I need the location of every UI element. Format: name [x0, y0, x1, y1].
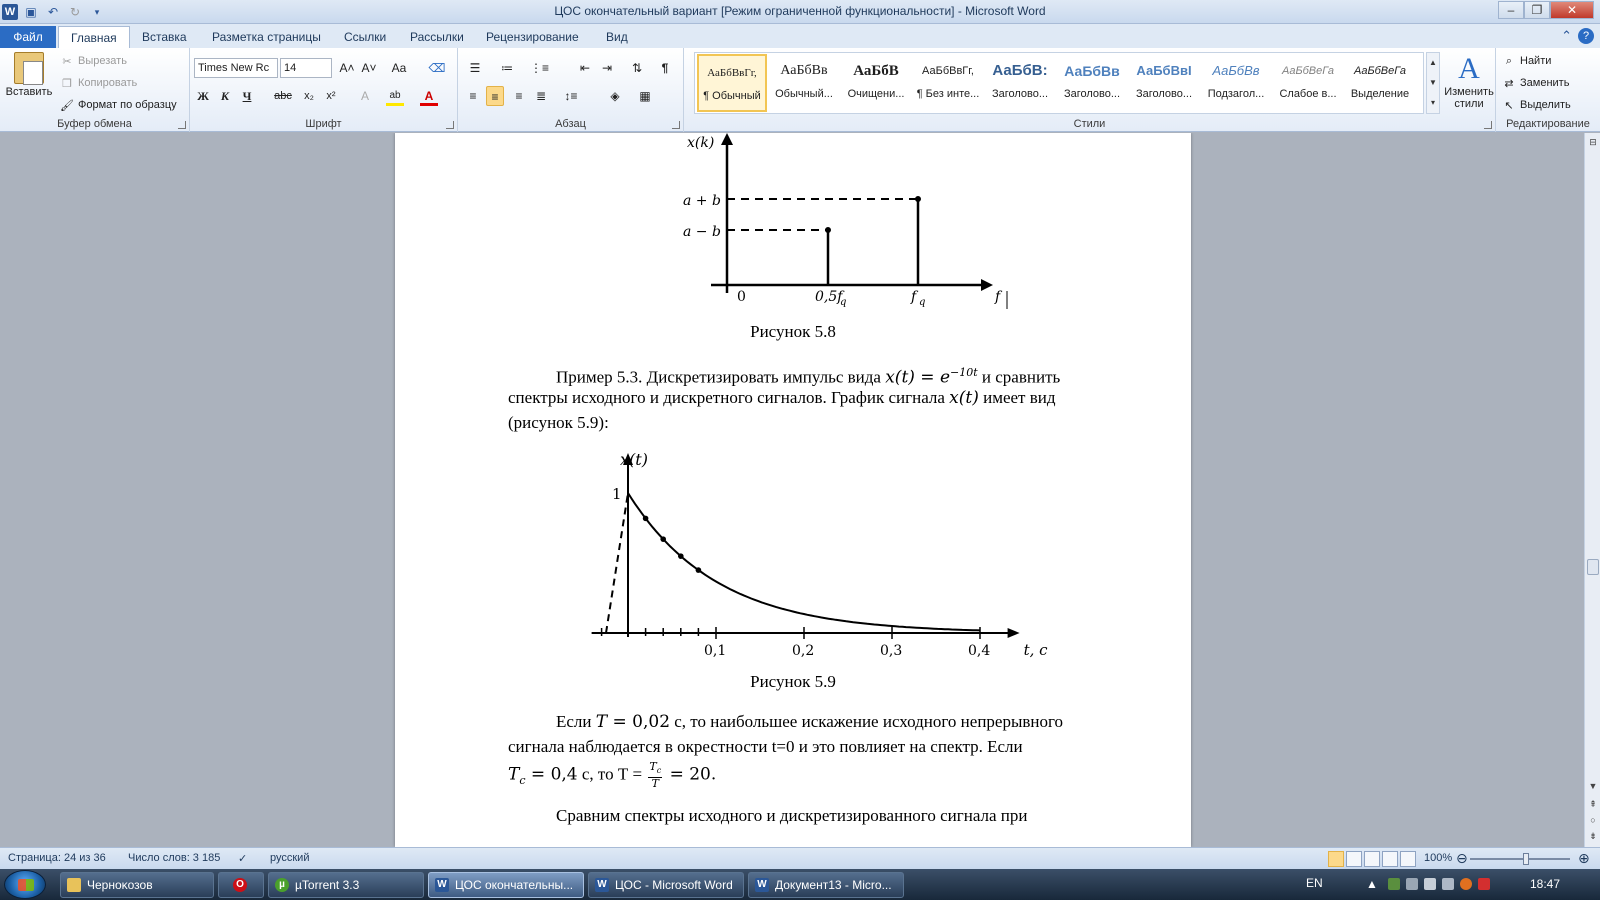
find-label: Найти — [1520, 55, 1552, 67]
clear-format-icon[interactable]: ⌫ — [428, 61, 446, 75]
window-controls — [1498, 1, 1594, 19]
align-center-icon[interactable]: ≡ — [486, 86, 504, 106]
fig58-tick-a-plus-b: a + b — [683, 193, 721, 209]
fig59-sample-point-4 — [696, 567, 702, 573]
font-size-select[interactable]: 14 — [280, 58, 332, 78]
paste-label: Вставить — [5, 86, 53, 98]
language[interactable]: русский — [270, 852, 310, 864]
style-clear[interactable] — [841, 54, 911, 112]
fig59-x-arrow — [1008, 628, 1020, 638]
style-subtitle[interactable] — [1201, 54, 1271, 112]
replace-button[interactable] — [1502, 74, 1569, 92]
paragraph-group-label: Абзац — [555, 118, 586, 130]
align-right-icon[interactable]: ≡ — [515, 89, 523, 103]
p2-line-1 — [556, 709, 1063, 735]
figure-5-8-caption: Рисунок 5.8 — [750, 322, 836, 341]
word-logo-icon[interactable]: W — [2, 4, 18, 20]
fig58-tick-0: 0 — [737, 289, 746, 305]
fig59-y-label: x(t) — [620, 450, 648, 469]
fig58-point-fq — [916, 197, 921, 202]
fig59-dashed-rise — [606, 493, 628, 633]
align-left-icon[interactable]: ≡ — [469, 89, 477, 103]
example-line-3: (рисунок 5.9): — [508, 413, 609, 432]
change-case-button[interactable]: Aa — [391, 61, 407, 75]
tab-insert[interactable]: Вставка — [142, 30, 187, 44]
find-button[interactable] — [1502, 52, 1551, 70]
scroll-down-icon[interactable]: ▼ — [1588, 781, 1598, 791]
style-emphasis[interactable] — [1345, 54, 1415, 112]
style-preview: АаБбВв — [1212, 63, 1260, 78]
redo-icon[interactable]: ↻ — [69, 5, 81, 19]
p2-text-3: с, то Т = — [577, 764, 647, 784]
fig58-tick-half-fq-sub: q — [840, 297, 847, 308]
ribbon-tabs — [0, 24, 1600, 48]
clipboard-group — [0, 48, 190, 132]
example-text-1b: и сравнить — [977, 367, 1061, 387]
fig58-tick-half-fq: 0,5f — [815, 289, 843, 305]
status-bar — [0, 847, 1600, 869]
fig59-tick-label-2: 0,2 — [792, 643, 815, 659]
word-count[interactable]: Число слов: 3 185 — [128, 852, 221, 864]
select-label: Выделить — [1520, 99, 1571, 111]
format-painter-button[interactable] — [60, 96, 177, 114]
folder-icon — [67, 878, 81, 892]
style-preview: АаБбВеГа — [1282, 65, 1334, 77]
font-group — [190, 48, 458, 132]
example-formula: x(t) = e — [885, 367, 951, 388]
view-full-reading-button[interactable] — [1346, 851, 1362, 867]
change-styles-icon: A — [1458, 52, 1480, 85]
multilevel-list-icon[interactable]: ⋮≡ — [530, 61, 550, 75]
italic-button[interactable]: К — [220, 89, 230, 103]
style-name: ¶ Обычный — [703, 90, 761, 102]
word-icon: W — [595, 878, 609, 892]
text-effects-icon[interactable]: A — [360, 89, 369, 103]
paragraph-group — [458, 48, 684, 132]
show-hidden-icons[interactable]: ▲ — [1366, 877, 1378, 891]
task-word-3-label: Документ13 - Micro... — [775, 878, 892, 892]
customize-qat-icon[interactable]: ▾ — [94, 6, 100, 17]
style-preview: АаБбВ — [853, 63, 899, 79]
example-text-1: Пример 5.3. Дискретизировать импульс вида — [556, 367, 886, 387]
style-subtle-emphasis[interactable] — [1273, 54, 1343, 112]
change-styles-label: Изменить стили — [1444, 86, 1494, 110]
editing-group-label: Редактирование — [1506, 118, 1590, 130]
p2-frac-num — [648, 761, 662, 778]
fig58-tick-fq-sub: q — [919, 297, 926, 308]
task-utorrent-label: µTorrent 3.3 — [295, 878, 360, 892]
figure-5-9 — [395, 443, 1191, 663]
spellcheck-icon[interactable]: ✓ — [238, 853, 248, 865]
opera-icon: O — [233, 878, 247, 892]
cut-button[interactable] — [60, 52, 127, 70]
help-icon[interactable]: ? — [1578, 28, 1594, 44]
task-word-1-label: ЦОС окончательны... — [455, 878, 574, 892]
style-name: Заголово... — [1135, 88, 1193, 100]
styles-gallery — [694, 52, 1424, 114]
p2-math-Tc: T — [508, 764, 520, 785]
decrease-indent-icon[interactable]: ⇤ — [579, 61, 591, 75]
underline-button[interactable]: Ч — [242, 89, 252, 103]
style-heading-2[interactable] — [1057, 54, 1127, 112]
styles-launcher[interactable] — [1484, 121, 1492, 129]
style-preview: АаБбВвГг, — [922, 65, 974, 77]
style-preview: АаБбВ: — [992, 62, 1048, 79]
style-name: Слабое в... — [1279, 88, 1337, 100]
p2-fraction — [648, 761, 662, 790]
p2-frac-num-T: T — [649, 760, 657, 773]
paste-button[interactable] — [4, 52, 54, 98]
save-icon[interactable]: ▣ — [25, 5, 37, 19]
paragraph-launcher[interactable] — [672, 121, 680, 129]
view-web-button[interactable] — [1364, 851, 1380, 867]
tab-right-icons — [1561, 28, 1594, 44]
fig58-x-arrow — [981, 279, 993, 291]
tab-page-layout[interactable]: Разметка страницы — [212, 30, 321, 44]
style-preview: АаБбВвI — [1136, 63, 1192, 78]
title-bar — [0, 0, 1600, 24]
copy-icon: ❐ — [62, 77, 72, 90]
figure-5-8 — [395, 133, 1191, 333]
font-color-icon[interactable]: A — [420, 86, 438, 106]
p2-text-1: Если — [556, 712, 596, 731]
tray-signal-icon[interactable] — [1424, 878, 1436, 890]
sort-icon[interactable]: ⇅ — [631, 61, 643, 75]
tray-network-icon[interactable] — [1406, 878, 1418, 890]
tab-home[interactable]: Главная — [58, 26, 130, 48]
bold-button[interactable]: Ж — [197, 89, 209, 103]
word-icon: W — [435, 878, 449, 892]
style-normal[interactable] — [697, 54, 767, 112]
input-language[interactable]: EN — [1306, 876, 1323, 890]
minimize-ribbon-icon[interactable]: ⌃ — [1561, 28, 1572, 43]
ribbon-home — [0, 48, 1600, 132]
p2-result: = 20. — [664, 764, 717, 785]
zoom-slider[interactable] — [1470, 858, 1570, 860]
scissors-icon: ✂ — [62, 55, 72, 68]
fig59-x-label: t, c — [1023, 641, 1048, 659]
style-preview: АаБбВвГг, — [707, 67, 757, 79]
zoom-in-icon[interactable]: ⊕ — [1578, 850, 1590, 866]
style-name: Обычный... — [775, 88, 833, 100]
undo-icon[interactable]: ↶ — [47, 5, 59, 19]
fig59-tick-label-3: 0,3 — [880, 643, 903, 659]
borders-icon[interactable]: ▦ — [639, 89, 651, 103]
replace-label: Заменить — [1520, 77, 1570, 89]
p2-math-T: T — [595, 712, 608, 732]
fig58-y-label: x(k) — [687, 135, 715, 151]
tab-review[interactable]: Рецензирование — [486, 30, 579, 44]
vertical-scrollbar[interactable] — [1584, 133, 1600, 847]
style-name: Заголово... — [1063, 88, 1121, 100]
ruler-toggle-icon[interactable]: ⊟ — [1589, 137, 1597, 147]
shading-icon[interactable]: ◈ — [610, 89, 620, 103]
style-name: Заголово... — [991, 88, 1049, 100]
next-page-icon[interactable]: ⇟ — [1589, 831, 1597, 841]
word-icon: W — [755, 878, 769, 892]
font-group-label: Шрифт — [305, 118, 342, 130]
task-word-2-label: ЦОС - Microsoft Word — [615, 878, 733, 892]
style-preview: АаБбВв — [780, 63, 828, 78]
fig58-tick-a-minus-b: a − b — [683, 224, 721, 240]
tab-view[interactable]: Вид — [606, 30, 628, 44]
clock[interactable]: 18:47 — [1530, 877, 1561, 891]
cursor-icon: ↖ — [1504, 99, 1514, 112]
p2-line-2: сигнала наблюдается в окрестности t=0 и это повлияет на спектр. Если — [508, 737, 1023, 756]
style-preview: АаБбВв — [1064, 63, 1120, 79]
fig58-point-half-fq — [826, 228, 831, 233]
increase-indent-icon[interactable]: ⇥ — [601, 61, 613, 75]
style-name: Подзагол... — [1207, 88, 1265, 100]
document-area — [0, 133, 1584, 847]
font-family-select[interactable]: Times New Rc — [194, 58, 278, 78]
grow-font-button[interactable]: A˄ — [339, 61, 355, 75]
example-formula-2: x(t) — [949, 388, 979, 408]
styles-group-label: Стили — [1073, 118, 1106, 130]
fig58-tick-fq: f — [911, 289, 917, 305]
tray-volume-icon[interactable] — [1442, 878, 1454, 890]
justify-icon[interactable]: ≣ — [535, 89, 547, 103]
subscript-button[interactable]: x₂ — [304, 90, 314, 102]
zoom-slider-knob[interactable] — [1523, 853, 1529, 865]
p2-math-Tc-sub: c — [519, 773, 526, 787]
numbering-icon[interactable]: ≔ — [501, 61, 513, 75]
fig58-x-label: f — [995, 289, 1001, 305]
utorrent-icon: µ — [275, 878, 289, 892]
view-outline-button[interactable] — [1382, 851, 1398, 867]
view-draft-button[interactable] — [1400, 851, 1416, 867]
line-spacing-icon[interactable]: ↕≡ — [564, 89, 578, 103]
cut-label: Вырезать — [78, 55, 127, 67]
binoculars-icon: ⌕ — [1505, 54, 1513, 67]
fig58-y-arrow — [721, 133, 733, 145]
example-exponent: −10t — [950, 366, 978, 379]
browse-object-icon[interactable]: ○ — [1590, 815, 1596, 825]
example-text-2: спектры исходного и дискретного сигналов. График сигнала — [508, 388, 950, 407]
task-word-1[interactable] — [428, 872, 584, 898]
p2-math-value: = 0,02 — [607, 712, 671, 732]
fig59-y-tick-1: 1 — [612, 485, 622, 503]
clipboard-group-label: Буфер обмена — [57, 118, 132, 130]
scroll-up-icon[interactable] — [1586, 137, 1600, 151]
brush-icon: 🖌 — [60, 99, 74, 112]
style-name: ¶ Без инте... — [916, 88, 980, 100]
replace-icon: ⇄ — [1504, 77, 1514, 90]
page-count[interactable]: Страница: 24 из 36 — [8, 852, 106, 864]
taskbar — [0, 869, 1600, 900]
fig59-sample-point-1 — [643, 516, 649, 522]
scroll-thumb[interactable] — [1587, 559, 1599, 575]
copy-button[interactable] — [60, 74, 137, 92]
minimize-button[interactable]: – — [1498, 1, 1524, 19]
font-launcher[interactable] — [446, 121, 454, 129]
highlight-icon[interactable]: ab — [386, 86, 404, 106]
strikethrough-button[interactable]: abc — [274, 90, 292, 102]
p2-math-Tc-value: = 0,4 — [525, 764, 578, 785]
start-button[interactable] — [4, 870, 46, 899]
tray-app-icon[interactable] — [1388, 878, 1400, 890]
prev-page-icon[interactable]: ⇞ — [1589, 799, 1597, 809]
view-print-layout-button[interactable] — [1328, 851, 1344, 867]
task-folder[interactable] — [60, 872, 214, 898]
superscript-button[interactable]: x² — [326, 90, 336, 102]
document-page[interactable] — [395, 133, 1191, 847]
p2-line-3 — [508, 761, 716, 793]
style-name: Очищени... — [847, 88, 905, 100]
example-line-2 — [508, 385, 1056, 411]
task-utorrent[interactable] — [268, 872, 424, 898]
style-name: Выделение — [1350, 88, 1410, 100]
copy-label: Копировать — [78, 77, 138, 89]
clipboard-launcher[interactable] — [178, 121, 186, 129]
styles-scroll[interactable]: ▲ ▼ ▾ — [1426, 52, 1440, 114]
tab-references[interactable]: Ссылки — [344, 30, 387, 44]
style-heading-3[interactable] — [1129, 54, 1199, 112]
zoom-level[interactable]: 100% — [1424, 852, 1453, 864]
p3-line-1: Сравним спектры исходного и дискретизированного сигнала при — [556, 806, 1028, 825]
task-word-3[interactable] — [748, 872, 904, 898]
p2-frac-den: T — [651, 777, 659, 791]
p2-frac-num-sub: c — [656, 766, 662, 776]
restore-button[interactable]: ❐ — [1524, 1, 1550, 19]
bullets-icon[interactable]: ☰ — [469, 61, 481, 75]
change-styles-button[interactable] — [1444, 52, 1494, 110]
tray-security-icon[interactable] — [1478, 878, 1490, 890]
p2-text-1b: с, то наибольшее искажение исходного непрерывного — [670, 712, 1064, 731]
fig59-tick-label-1: 0,1 — [704, 643, 727, 659]
style-no-spacing[interactable] — [913, 54, 983, 112]
task-opera[interactable] — [218, 872, 264, 898]
tray-update-icon[interactable] — [1460, 878, 1472, 890]
fig59-curve — [628, 493, 980, 630]
tab-mailings[interactable]: Рассылки — [410, 30, 464, 44]
window-title: ЦОС окончательный вариант [Режим ограниченной функциональности] - Microsoft Word — [554, 4, 1046, 18]
style-preview: АаБбВеГа — [1354, 65, 1406, 77]
style-normal-2[interactable] — [769, 54, 839, 112]
clipboard-icon — [14, 52, 44, 84]
shrink-font-button[interactable]: A˅ — [361, 61, 377, 75]
style-heading-1[interactable] — [985, 54, 1055, 112]
close-button[interactable]: ✕ — [1550, 1, 1594, 19]
select-button[interactable] — [1502, 96, 1571, 114]
fig59-sample-point-3 — [678, 553, 684, 559]
editing-group — [1496, 48, 1600, 132]
zoom-out-icon[interactable]: ⊖ — [1456, 850, 1468, 866]
fig59-tick-label-4: 0,4 — [968, 643, 991, 659]
fig59-sample-point-2 — [660, 536, 666, 542]
format-painter-label: Формат по образцу — [78, 99, 177, 111]
example-text-2b: имеет вид — [978, 388, 1056, 407]
pilcrow-button[interactable]: ¶ — [661, 61, 669, 75]
task-folder-label: Черноκозов — [87, 878, 153, 892]
task-word-2[interactable] — [588, 872, 744, 898]
figure-5-9-caption: Рисунок 5.9 — [750, 672, 836, 691]
tab-file[interactable]: Файл — [0, 26, 56, 48]
